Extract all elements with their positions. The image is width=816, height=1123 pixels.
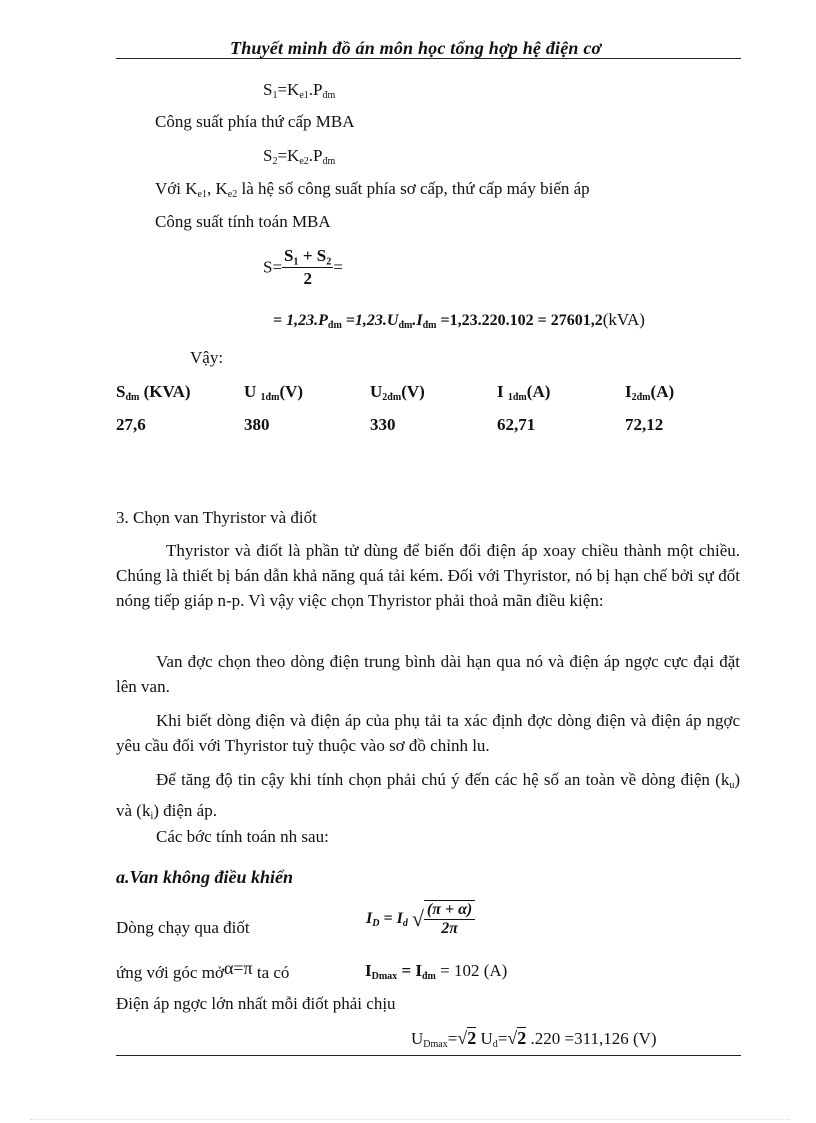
table-value-u2: 330 xyxy=(370,415,396,434)
table-header-u2: $U_{2đm}(V)$ xyxy=(370,382,425,403)
reverse-voltage-label: Điện áp ngợc lớn nhất mỗi điốt phải chịu xyxy=(116,994,396,1013)
formula-s-total: S= $\frac{\text{S₁ + S₂}}{2}$ = xyxy=(263,246,343,288)
formula-result: = $1,23.P_{đm} =1,23.U_{đm}.I_{đm} =1,23.220.102 = 27601,2(kVA)$ xyxy=(273,310,645,331)
footer-rule xyxy=(116,1055,741,1056)
secondary-power-label: Công suất phía thứ cấp MBA xyxy=(155,112,355,131)
section-3-heading: 3. Chọn van Thyristor và điốt xyxy=(116,508,317,527)
section-3-paragraph-1: Thyristor và điốt là phần tử dùng để biến đổi điện áp xoay chiều thành một chiều. Chúng là thiết bị bán dẫn khả năng quá tải kém. Đối với Thyristor, nó bị hạn chế bởi sự đốt nóng tiếp giáp n-p. Vì vậy việc chọn Thyristor phải thoả mãn điều kiện: xyxy=(116,541,740,610)
page-header-title: Thuyết minh đồ án môn học tổng hợp hệ điện cơ xyxy=(230,38,602,58)
formula-s1: $S_1=K_{e1}.P_{đm}$ xyxy=(263,80,336,101)
table-value-i2: 72,12 xyxy=(625,415,664,434)
section-3-paragraph-3: Khi biết dòng điện và điện áp của phụ tải ta xác định đợc dòng điện và điện áp ngợc yêu cầu đối với Thyristor tuỳ thuộc vào sơ đồ chỉnh lu. xyxy=(116,711,740,755)
table-header-i1: I $_{1đm}$(A) xyxy=(497,382,551,403)
sqrt-fraction: $\frac{(\pi + \alpha)}{2\pi}$ xyxy=(424,900,475,938)
table-header-s: $S_{đm}$ (KVA) xyxy=(116,382,191,403)
table-value-s: 27,6 xyxy=(116,415,146,434)
table-header-i2: $I_{2đm}(A)$ xyxy=(625,382,675,403)
section-3-paragraph-5: Các bớc tính toán nh sau: xyxy=(156,827,329,846)
fraction: $\frac{\text{S₁ + S₂}}{2}$ xyxy=(284,246,332,288)
calculated-power-label: Công suất tính toán MBA xyxy=(155,212,331,231)
max-current-formula: $I_{Dmax} = I_{đm} = 102$ (A) xyxy=(365,961,508,982)
table-header-u1: U $_{1đm}$(V) xyxy=(244,382,304,403)
max-voltage-formula: $U_{Dmax}=√2$ $U_d=√2$ .220 =311,126 (V) xyxy=(411,1028,657,1050)
section-3-paragraph-4: Để tăng độ tin cậy khi tính chọn phải chú ý đến các hệ số an toàn về dòng điện $(k_u)$ và $(k_i)$ điện áp. xyxy=(116,770,740,822)
diode-current-label: Dòng chạy qua điốt xyxy=(116,918,250,937)
sqrt-symbol: √ xyxy=(411,906,424,931)
table-value-u1: 380 xyxy=(244,415,270,434)
subsection-a-heading: a.Van không điều khiển xyxy=(116,867,294,887)
coefficient-description: Với $K_{e1}$, $K_{e2}$ là hệ số công suất phía sơ cấp, thứ cấp máy biến áp xyxy=(155,179,590,200)
table-value-i1: 62,71 xyxy=(497,415,536,434)
section-3-paragraph-2: Van đợc chọn theo dòng điện trung bình dài hạn qua nó và điện áp ngợc cực đại đặt lên van. xyxy=(116,652,740,696)
header-rule xyxy=(116,58,741,59)
page-bottom-dotted-border xyxy=(30,1119,790,1120)
conclusion-label: Vậy: xyxy=(190,348,224,367)
diode-current-formula: $I_D = I_d$ √ $\frac{(\pi + \alpha)}{2\pi}$ xyxy=(366,900,475,938)
formula-s2: $S_2=K_{e2}.P_{đm}$ xyxy=(263,146,336,167)
firing-angle-line: ứng với góc mởα=π ta có xyxy=(116,958,290,982)
